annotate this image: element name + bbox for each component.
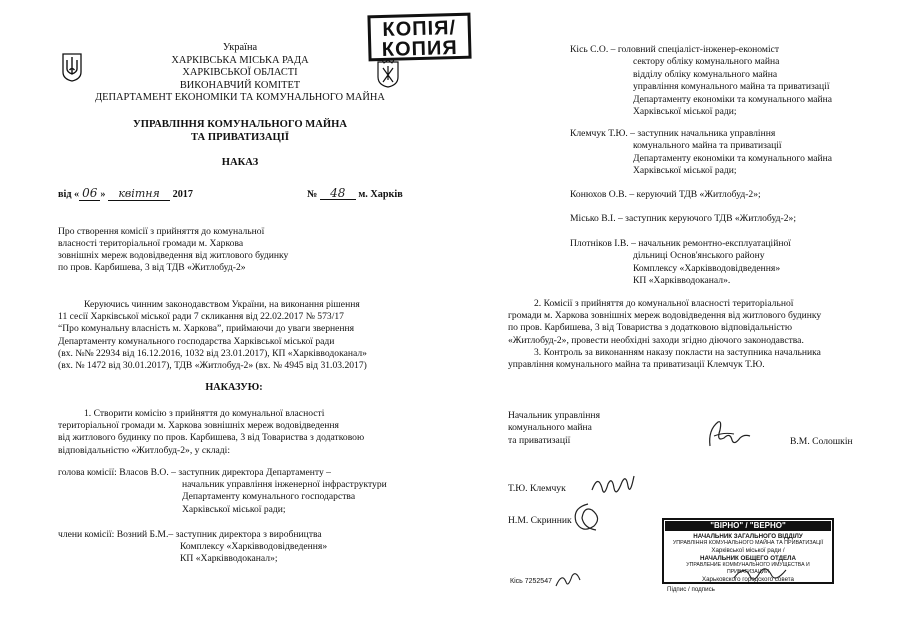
preamble-line: 11 сесії Харківської міської ради 7 скликання від 22.02.2017 № 573/17	[58, 311, 344, 323]
date-mid: »	[100, 189, 106, 200]
preamble-line: (вх. №№ 22934 від 16.12.2016, 1032 від 23.01.2017), КП «Харківводоканал»	[58, 347, 367, 359]
member-klemchuk	[570, 128, 832, 178]
signatory-title-line: Начальник управління	[508, 410, 600, 421]
signature-stamp	[730, 562, 790, 586]
signature-klemchuk	[588, 470, 638, 504]
header-country: Україна	[222, 42, 258, 53]
stamp-line: НАЧАЛЬНИК ОБЩЕГО ОТДЕЛА	[700, 554, 796, 562]
signatory-name: В.М. Солошкін	[790, 436, 853, 447]
city-name: м. Харків	[358, 189, 403, 200]
stamp-line: Харьковского городского совета	[701, 576, 795, 584]
member-line: управління комунального майна та приватизації	[633, 81, 830, 93]
item-3-line: 3. Контроль за виконанням наказу покласти на заступника начальника	[534, 347, 821, 358]
member-line: Харківської міської ради;	[633, 165, 737, 177]
item-3-block	[508, 347, 860, 371]
item-1-line: територіальної громади м. Харкова зовнішніх мереж водовідведення	[58, 420, 339, 432]
copy-stamp-line-2: КОПИЯ	[381, 37, 459, 61]
doc-type: НАКАЗ	[221, 157, 259, 168]
date-year: 2017	[172, 189, 193, 200]
number-line	[307, 187, 403, 201]
item-1-line: від житлового будинку по пров. Карбишева, 3 від Товариства з додатковою	[58, 432, 365, 444]
stamp-line: УПРАВЛІННЯ КОМУНАЛЬНОГО МАЙНА ТА ПРИВАТИЗАЦІЇ	[672, 540, 824, 547]
member-line: Плотніков І.В. – начальник ремонтно-експлуатаційної	[570, 238, 791, 249]
signature-kis	[554, 568, 584, 590]
signatory-title	[508, 410, 600, 447]
member-line: сектору обліку комунального майна	[633, 56, 780, 68]
member-line: Клемчук Т.Ю. – заступник начальника управління	[570, 128, 776, 139]
member-line: дільниці Основ'янського району	[633, 250, 765, 262]
header-department: ДЕПАРТАМЕНТ ЕКОНОМІКИ ТА КОМУНАЛЬНОГО МАЙНА	[95, 92, 385, 104]
preamble-block	[58, 299, 410, 372]
subject-line: власності територіальної громади м. Харкова	[58, 238, 244, 249]
subject-line: Про створення комісії з прийняття до комунальної	[58, 226, 265, 237]
stamp-line: НАЧАЛЬНИК ЗАГАЛЬНОГО ВІДДІЛУ	[693, 533, 803, 540]
member-line: Кісь С.О. – головний спеціаліст-інженер-економіст	[570, 44, 780, 55]
order-number: 48	[320, 187, 356, 200]
preamble-line: Департаменту комунального господарства Харківської міської ради	[58, 335, 335, 347]
member-line: комунального майна та приватизації	[633, 140, 782, 152]
office-title	[60, 118, 420, 144]
executor-note: Кісь 7252547	[510, 578, 552, 585]
preamble-line: Керуючись чинним законодавством України, на виконання рішення	[84, 299, 360, 310]
member-line: Комплексу «Харківводовідведення»	[180, 541, 328, 553]
member-line: Комплексу «Харківводовідведення»	[633, 262, 781, 274]
date-month: квітня	[108, 188, 170, 201]
date-day: 06	[79, 186, 100, 201]
signature-skrynnyk	[568, 500, 608, 536]
item-1-block	[58, 408, 410, 457]
commission-head-line: начальник управління інженерної інфраструктури	[182, 479, 387, 491]
item-2-line: по пров. Карбишева, 3 від Товариства з додатковою відповідальністю	[508, 322, 793, 334]
member-line: Департаменту економіки та комунального майна	[633, 152, 833, 164]
signatory-title-line: та приватизації	[508, 434, 571, 446]
commission-head-line: Харківської міської ради;	[182, 503, 286, 515]
signatory-title-line: комунального майна	[508, 422, 592, 434]
date-prefix: від «	[58, 189, 80, 200]
commission-head-line: голова комісії: Власов В.О. – заступник директора Департаменту –	[58, 467, 331, 478]
commission-head-line: Департаменту комунального господарства	[182, 491, 356, 503]
commission-head-block	[58, 467, 387, 516]
subject-block	[58, 226, 288, 274]
header-exec-committee: ВИКОНАВЧИЙ КОМІТЕТ	[179, 79, 301, 91]
member-kis	[570, 44, 832, 118]
item-2-line: «Житлобуд-2», провести необхідні заходи згідно діючого законодавства.	[508, 334, 804, 346]
office-title-line-2: ТА ПРИВАТИЗАЦІЇ	[191, 132, 289, 143]
item-2-line: громади м. Харкова зовнішніх мереж водовідведення від житлового будинку	[508, 310, 822, 322]
member-line: КП «Харківводоканал»;	[180, 553, 278, 565]
member-line: члени комісії: Возний Б.М.– заступник директора з виробництва	[58, 529, 322, 540]
member-koniukhov: Конюхов О.В. – керуючий ТДВ «Житлобуд-2»;	[570, 189, 761, 200]
signature-soloshkin	[704, 416, 754, 454]
preamble-line: “Про комунальну власність м. Харкова”, приймаючи до уваги звернення	[58, 323, 355, 335]
item-1-line: 1. Створити комісію з прийняття до комунальної власності	[84, 408, 325, 419]
item-1-line: відповідальністю «Житлобуд-2», у складі:	[58, 444, 231, 456]
stamp-line: Харківської міської ради /	[711, 547, 785, 555]
preamble-line: (вх. № 1472 від 30.01.2017), ТДВ «Житлобуд-2» (вх. № 4945 від 31.03.2017)	[58, 360, 367, 372]
member-line: КП «Харківводоканал».	[633, 275, 731, 287]
member-line: відділу обліку комунального майна	[633, 68, 778, 80]
stamp-line: УПРАВЛЕНИЕ КОММУНАЛЬНОГО ИМУЩЕСТВА И ПРИВАТИЗАЦИИ	[686, 561, 810, 576]
header-city-council: ХАРКІВСЬКА МІСЬКА РАДА	[171, 54, 309, 66]
member-line: Харківської міської ради;	[633, 106, 737, 118]
subject-line: зовнішніх мереж водовідведення від житлового будинку	[58, 250, 289, 261]
subject-line: по пров. Карбишева, 3 від ТДВ «Житлобуд-2»	[58, 262, 246, 273]
true-copy-stamp-header: "ВІРНО" / "ВЕРНО"	[665, 521, 831, 531]
item-2-block	[508, 298, 860, 347]
date-line	[58, 187, 193, 201]
header-region: ХАРКІВСЬКОЇ ОБЛАСТІ	[182, 67, 298, 79]
commission-members-left	[58, 529, 327, 566]
office-title-line-1: УПРАВЛІННЯ КОМУНАЛЬНОГО МАЙНА	[132, 119, 348, 130]
order-word: НАКАЗУЮ:	[205, 382, 263, 393]
item-2-line: 2. Комісії з прийняття до комунальної власності територіальної	[534, 298, 794, 309]
item-3-line: управління комунального майна та приватизації Клемчук Т.Ю.	[508, 359, 765, 371]
copy-stamp-line-1: КОПІЯ/	[382, 17, 457, 41]
number-prefix: №	[307, 189, 318, 200]
stamp-sign-label: Підпис / подпись	[667, 586, 715, 594]
member-plotnikov	[570, 238, 791, 288]
header-block	[60, 42, 420, 105]
member-line: Департаменту економіки та комунального майна	[633, 93, 833, 105]
approval-skrynnyk: Н.М. Скринник	[508, 515, 572, 526]
approval-klemchuk: Т.Ю. Клемчук	[508, 483, 566, 494]
member-misko: Місько В.І. – заступник керуючого ТДВ «Житлобуд-2»;	[570, 213, 796, 224]
